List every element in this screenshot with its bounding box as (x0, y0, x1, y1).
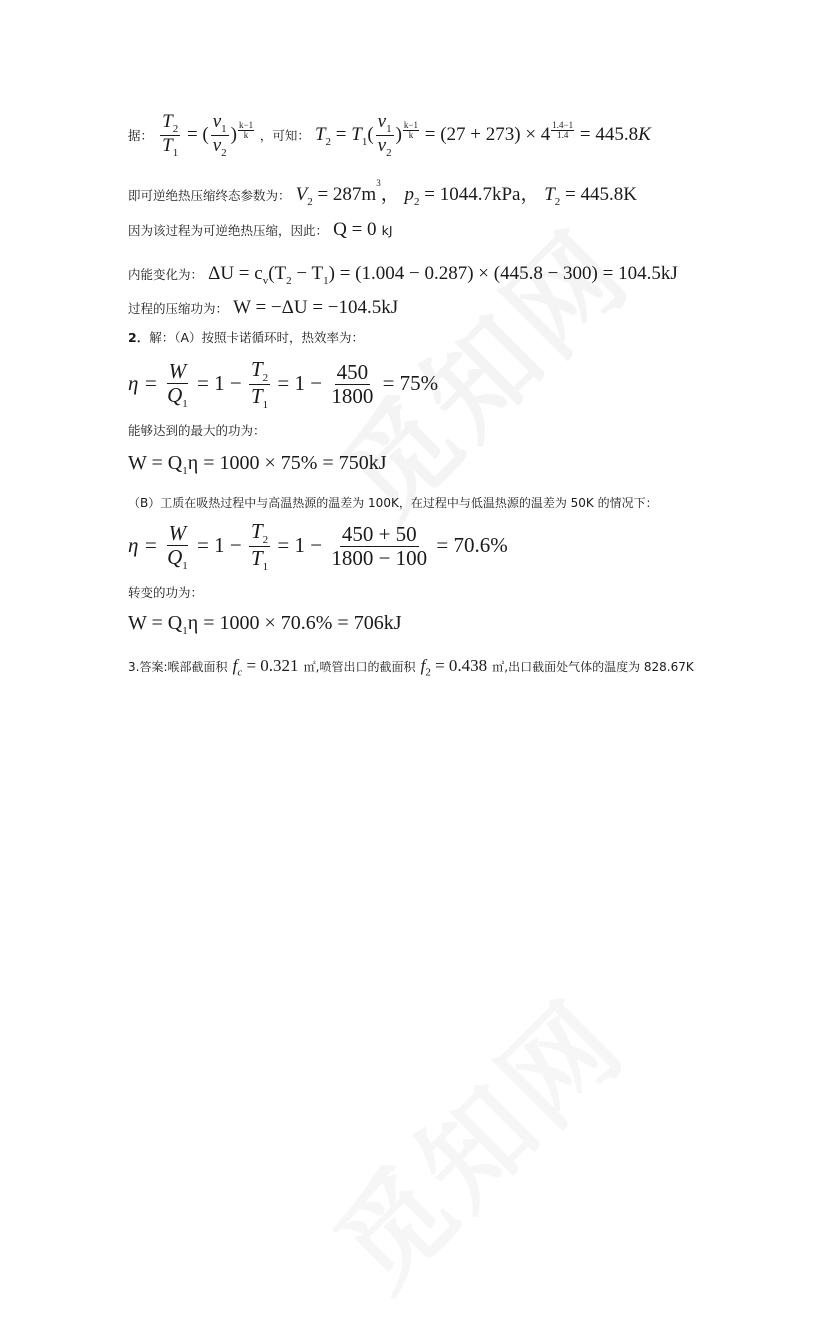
irreversible-efficiency-formula: η = $\frac{W}{Q_1}$ = 1 − $\frac{T_2}{T_1}$ = 1 − $\frac{450 + 50}{1800 - 100}$ = 70.6% (128, 519, 508, 574)
internal-energy-label: 内能变化为： (128, 267, 204, 282)
line-internal-energy (128, 263, 678, 287)
exit-temperature-text: ㎡,出口截面处气体的温度为 828.67K (492, 660, 694, 674)
line-carnot-efficiency (128, 358, 438, 412)
internal-energy-formula: $\Delta U = c_v(T_2 - T_1) = (1.004 - 0.287) \times (445.8 - 300) = 104.5kJ$ (208, 263, 678, 287)
compression-work-label: 过程的压缩功为： (128, 301, 229, 316)
watermark-bottom (295, 960, 653, 1318)
throat-area-unit: ㎡,喷管出口的截面积 (303, 660, 416, 674)
label-kezhi: ，可知： (259, 127, 310, 143)
line-max-work (128, 452, 387, 477)
formula-adiabatic-relation: $\frac{T_2}{T_1}$ = ( $\frac{v_1}{v_2}$ ) $\frac{k-1}{k}$ (162, 111, 254, 159)
answer3-label: 3.答案:喉部截面积 (128, 660, 228, 674)
max-work-label: 能够达到的最大的功为： (128, 423, 266, 438)
throat-area-formula: $f_c = 0.321$ (232, 656, 299, 679)
label-ju: 据： (128, 127, 154, 143)
carnot-efficiency-formula: η = $\frac{W}{Q_1}$ = 1 − $\frac{T_2}{T_1}$ = 1 − $\frac{450}{1800}$ = 75% (128, 357, 439, 412)
final-state-label: 即可逆绝热压缩终态参数为： (128, 188, 291, 203)
line-max-work-label (128, 420, 266, 439)
max-work-formula: $W = Q_1\eta = 1000 \times 75\% = 750kJ$ (128, 452, 387, 477)
heat-formula: Q = 0 (333, 219, 377, 240)
compression-work-formula: W = −ΔU = −104.5kJ (233, 297, 399, 318)
line-problem2-heading (128, 327, 364, 346)
problem2-intro: 解：（A）按照卡诺循环时，热效率为： (149, 330, 365, 345)
heat-label: 因为该过程为可逆绝热压缩，因此： (128, 223, 329, 238)
final-state-values: $V_2 = 287m^3$， $p_2 = 1044.7kPa$， $T_2 = 445.8K$ (295, 178, 637, 208)
line-case-b (128, 492, 658, 511)
heat-unit: kJ (381, 223, 393, 238)
case-b-text: （B）工质在吸热过程中与高温热源的温差为 100K，在过程中与低温热源的温差为 50K 的情况下： (128, 496, 658, 510)
problem-number-2: 2． (128, 330, 150, 345)
converted-work-label: 转变的功为： (128, 585, 204, 600)
formula-T2-result: $T_2 = T_1$( $\frac{v_1}{v_2}$ ) $\frac{k-1}{k}$ = (27 + 273) × 4 $\frac{1.4-1}{1.4}$ = 445.8K (314, 111, 651, 159)
line-temperature-relation (128, 112, 651, 159)
exit-area-formula: $f_2 = 0.438$ (420, 656, 488, 679)
line-irreversible-efficiency (128, 520, 508, 574)
line-compression-work (128, 297, 398, 319)
converted-work-formula: $W = Q_1\eta = 1000 \times 70.6\% = 706kJ$ (128, 612, 402, 637)
line-final-state (128, 178, 637, 208)
line-converted-work (128, 612, 402, 637)
line-heat-zero (128, 219, 393, 241)
line-answer-3 (128, 656, 694, 678)
line-converted-work-label (128, 582, 203, 601)
